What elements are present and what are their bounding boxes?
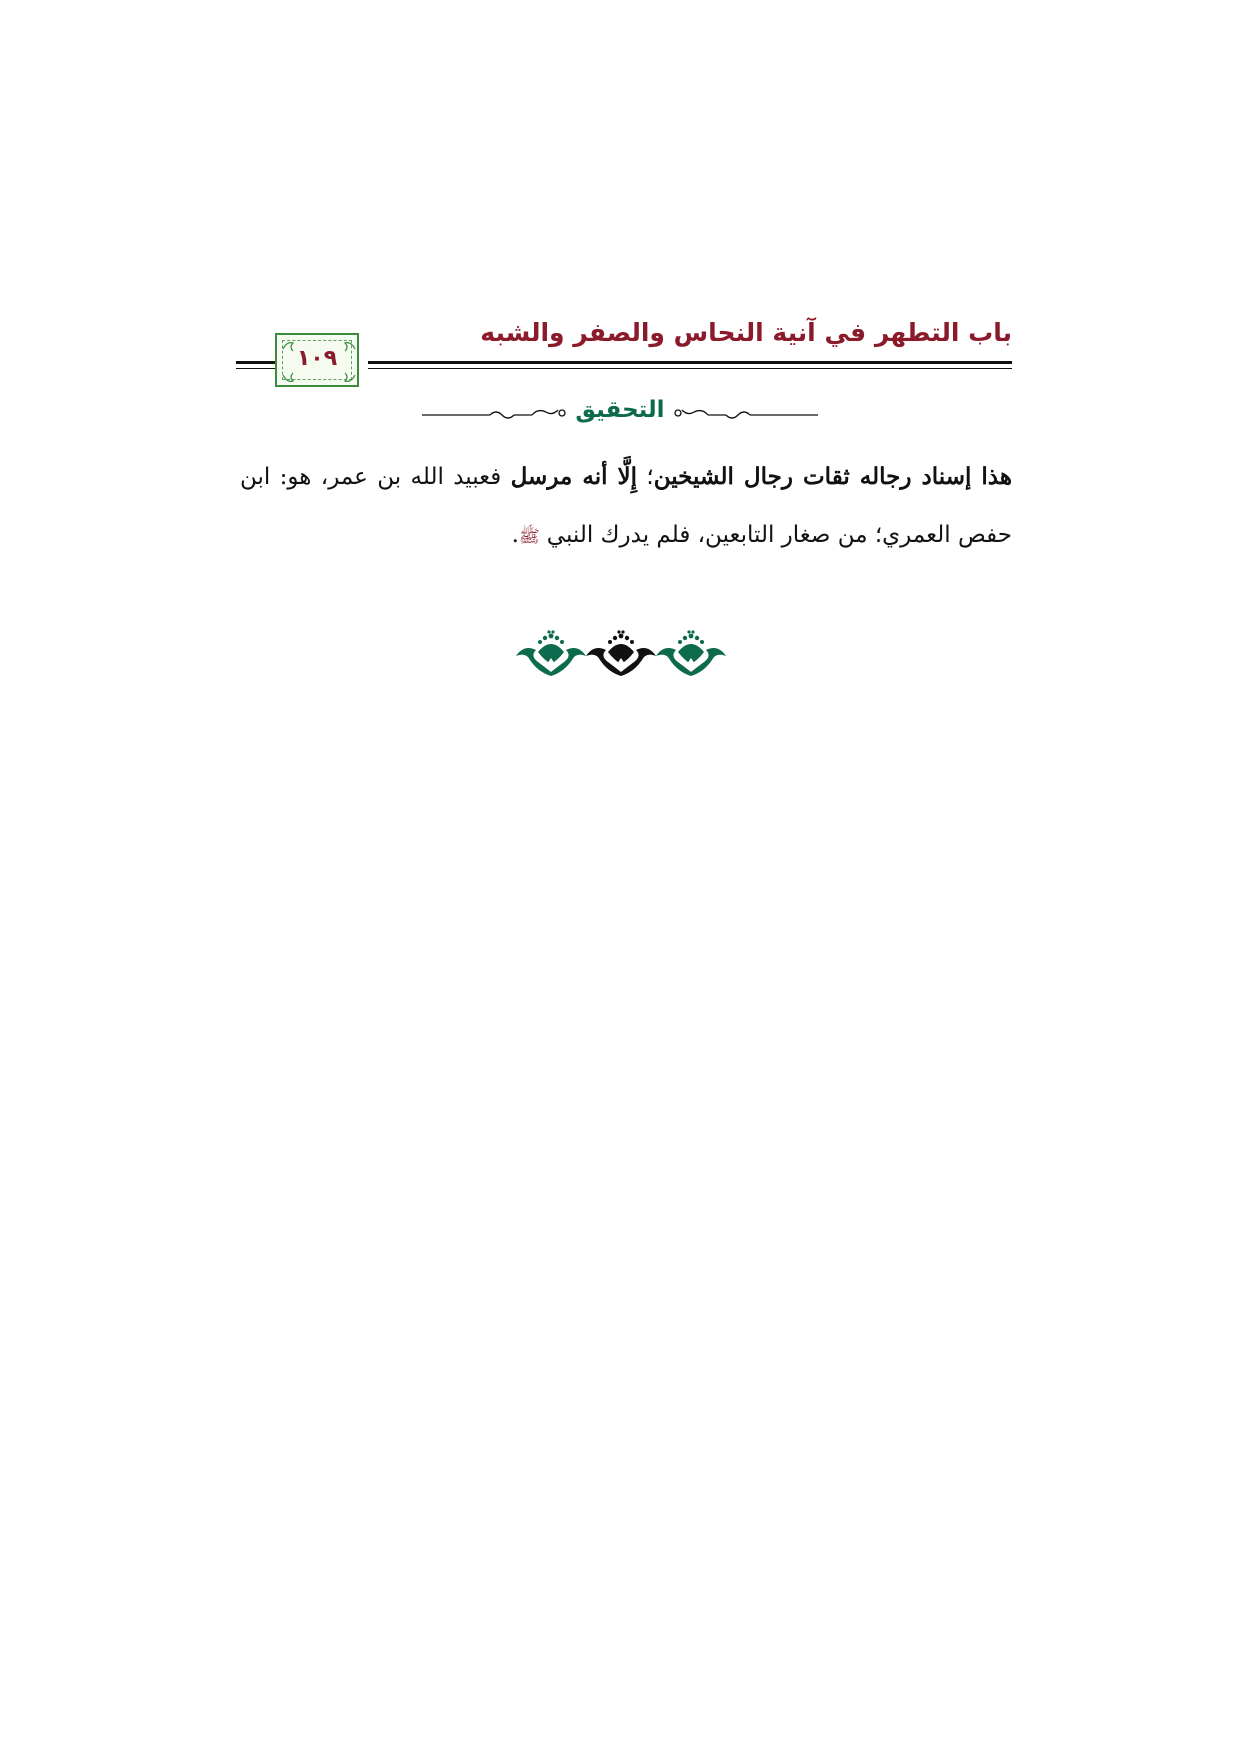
running-header-title: باب التطهر في آنية النحاس والصفر والشبه <box>480 318 1012 347</box>
header-rule-left-thick <box>236 361 276 364</box>
header-rule-thin <box>368 368 1012 369</box>
honorific-symbol: ﷺ <box>518 527 540 547</box>
paragraph-text: فعبيد الله بن عمر، هو: ابن حفص العمري؛ من صغار التابعين، فلم يدرك النبي <box>240 464 1012 548</box>
header-rule-left-thin <box>236 368 276 369</box>
header-rule-thick <box>368 361 1012 364</box>
body-paragraph <box>240 448 1012 566</box>
bold-phrase-1: هذا إسناد رجاله ثقات رجال الشيخين <box>653 463 1012 490</box>
page-number: ١٠٩ <box>296 346 338 371</box>
bold-phrase-2: إِلَّا أنه مرسل <box>510 463 638 490</box>
section-heading-block <box>420 393 820 433</box>
lotus-ornament-icon <box>516 630 726 676</box>
page-number-frame <box>275 333 359 387</box>
separator: ؛ <box>637 464 654 490</box>
paragraph-end: . <box>511 522 519 548</box>
section-heading: التحقيق <box>575 397 665 423</box>
